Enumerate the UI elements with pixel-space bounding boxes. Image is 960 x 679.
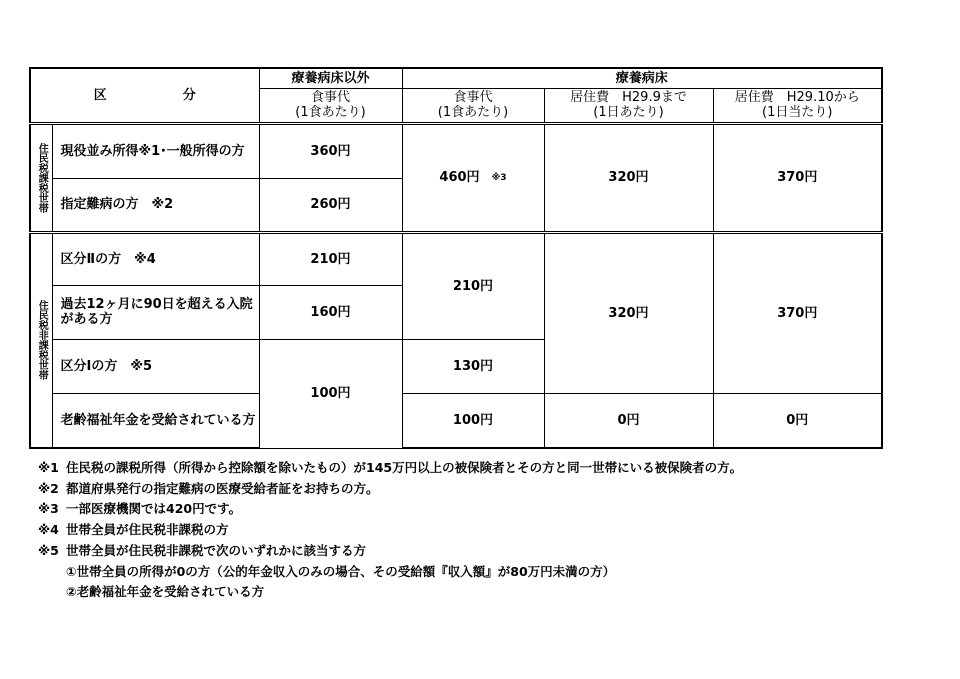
footnote-5-item-1: ①世帯全員の所得が0の方（公的年金収入のみの場合、その受給額『収入額』が80万円未満の方）	[66, 563, 616, 579]
pension-stay-h299-value: 0円	[544, 393, 713, 448]
header-meal-ryoyo: 食事代 (1食あたり)	[402, 88, 544, 123]
row-meal-general-value: 260円	[259, 178, 402, 232]
footnote-2: ※2 都道府県発行の指定難病の医療受給者証をお持ちの方。	[38, 480, 379, 496]
row-meal-general-value: 210円	[259, 232, 402, 285]
meal-cost-table	[29, 67, 883, 449]
row-category-kubun2: 区分Ⅱの方 ※4	[52, 232, 259, 285]
row-category-kubun1: 区分Ⅰの方 ※5	[52, 339, 259, 393]
footnotes	[38, 458, 742, 603]
row-meal-general-value: 160円	[259, 285, 402, 339]
footnote-3: ※3 一部医療機関では420円です。	[38, 501, 242, 517]
row-category-long-stay: 過去12ヶ月に90日を超える入院がある方	[52, 285, 259, 339]
footnote-1: ※1 住民税の課税所得（所得から控除額を除いたもの）が145万円以上の被保険者とその方と同一世帯にいる被保険者の方。	[38, 460, 743, 475]
pension-meal-ryoyo-value: 100円	[402, 393, 544, 448]
header-ryoyo-bed: 療養病床	[402, 68, 882, 88]
group-exempt: 住民税非課税世帯	[30, 232, 52, 448]
kubun2-meal-ryoyo-value: 210円	[402, 232, 544, 339]
header-general-bed: 療養病床以外	[259, 68, 402, 88]
row-category-general: 現役並み所得※1･一般所得の方	[52, 123, 259, 178]
kubun2-stay-h2910-value: 370円	[713, 232, 882, 393]
header-stay-h2910: 居住費 H29.10から (1日当たり)	[713, 88, 882, 123]
kubun1-meal-general-value: 100円	[259, 339, 402, 448]
header-kubun: 区 分	[30, 68, 259, 123]
row-category-intractable: 指定難病の方 ※2	[52, 178, 259, 232]
note-ref-3: ※3	[491, 172, 507, 183]
footnote-5: ※5 世帯全員が住民税非課税で次のいずれかに該当する方	[38, 542, 367, 558]
kubun2-stay-h299-value: 320円	[544, 232, 713, 393]
row-meal-general-value: 360円	[259, 123, 402, 178]
row-category-pension: 老齢福祉年金を受給されている方	[52, 393, 259, 448]
footnote-5-item-2: ②老齢福祉年金を受給されている方	[66, 584, 265, 600]
kubun1-meal-ryoyo-value: 130円	[402, 339, 544, 393]
pension-stay-h2910-value: 0円	[713, 393, 882, 448]
header-meal-general: 食事代 (1食あたり)	[259, 88, 402, 123]
taxed-stay-h2910-value: 370円	[713, 123, 882, 232]
taxed-stay-h299-value: 320円	[544, 123, 713, 232]
group-taxed: 住民税課税世帯	[30, 123, 52, 232]
header-stay-h299: 居住費 H29.9まで (1日あたり)	[544, 88, 713, 123]
taxed-meal-ryoyo-value: 460円 ※3	[402, 123, 544, 232]
footnote-4: ※4 世帯全員が住民税非課税の方	[38, 522, 229, 538]
